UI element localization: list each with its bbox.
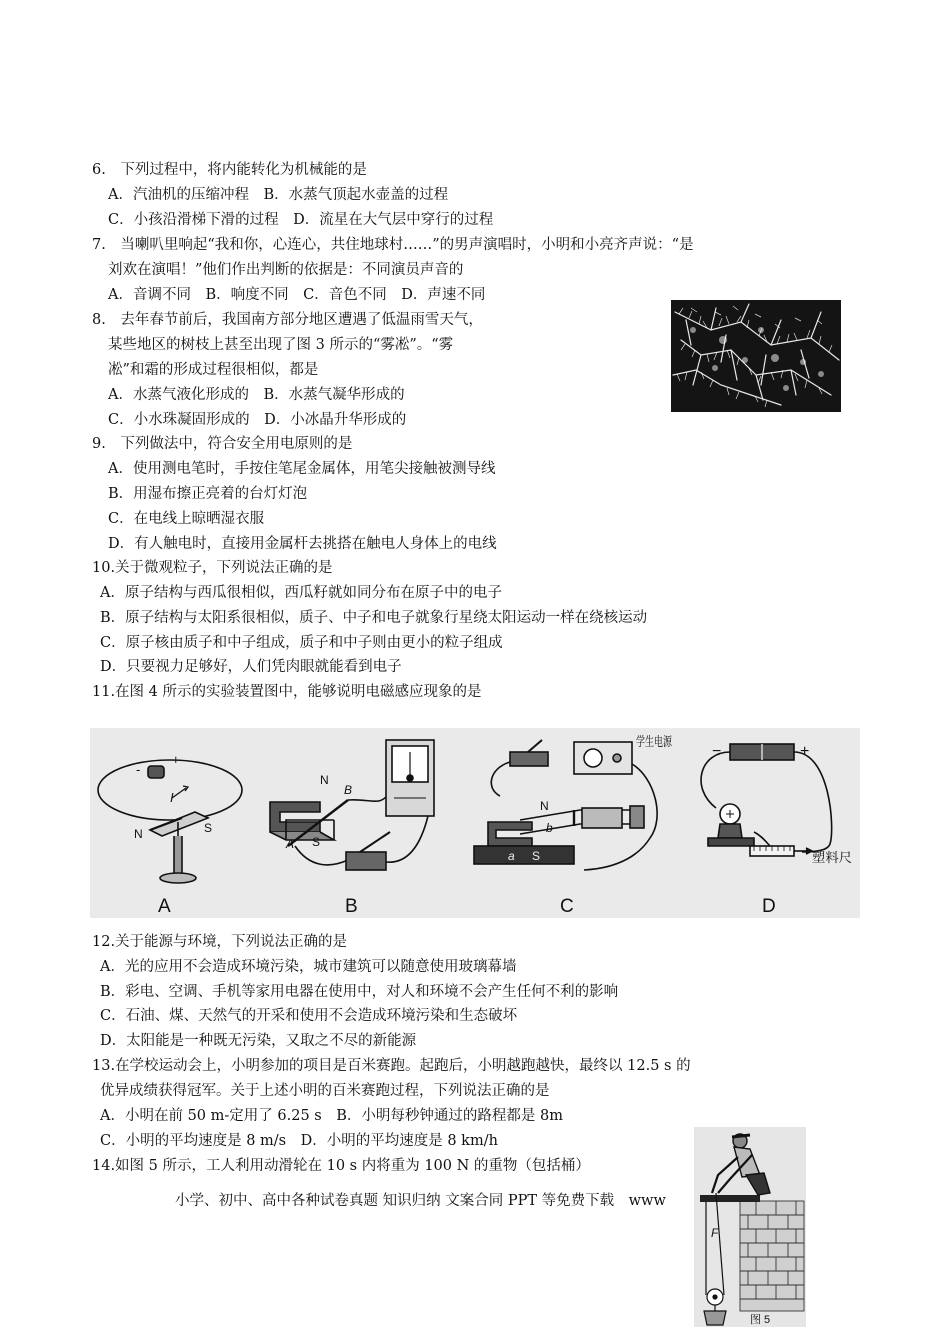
label-a-s: S	[204, 821, 213, 835]
q12-option-b: B．彩电、空调、手机等家用电器在使用中，对人和环境不会产生任何不利的影响	[100, 984, 619, 1000]
q7-stem-line2: 刘欢在演唱！”他们作出判断的依据是：不同演员声音的	[108, 262, 464, 278]
label-c-power: 学生电源	[636, 734, 673, 749]
q10-option-b: B．原子结构与太阳系很相似，质子、中子和电子就象行星绕太阳运动一样在绕核运动	[100, 610, 648, 626]
caption-d: D	[762, 896, 776, 917]
fig5-force-label: F	[711, 1226, 719, 1240]
q7-stem-line1: 7. 当喇叭里响起“我和你，心连心，共住地球村……”的男声演唱时，小明和小亮齐声说：“是	[92, 237, 694, 253]
battery-icon	[148, 766, 164, 778]
label-d-ruler: 塑料尺	[812, 850, 852, 865]
label-a-plus: +	[172, 752, 180, 767]
label-b-s: S	[312, 835, 321, 849]
label-c-a: a	[508, 849, 515, 863]
switch-icon	[510, 752, 548, 766]
q9-option-a: A．使用测电笔时，手按住笔尾金属体，用笔尖接触被测导线	[108, 461, 496, 477]
q14-stem: 14.如图 5 所示，工人利用动滑轮在 10 s 内将重为 100 N 的重物（包括桶）	[92, 1158, 590, 1174]
switch-icon	[346, 852, 386, 870]
caption-a: A	[158, 896, 171, 917]
q7-options: A．音调不同 B．响度不同 C．音色不同 D．声速不同	[108, 287, 486, 303]
q8-stem-line3: 凇”和霜的形成过程很相似，都是	[108, 362, 319, 378]
label-b-b: B	[344, 783, 353, 797]
figure-5-pulley	[694, 1127, 806, 1327]
fig5-caption: 图 5	[750, 1314, 771, 1326]
q8-stem-line2: 某些地区的树枝上甚至出现了图 3 所示的“雾凇”。“雾	[108, 337, 454, 353]
q8-options-cd: C．小水珠凝固形成的 D．小冰晶升华形成的	[108, 412, 407, 428]
q13-stem-line2: 优异成绩获得冠军。关于上述小明的百米赛跑过程，下列说法正确的是	[100, 1083, 550, 1099]
q12-option-a: A．光的应用不会造成环境污染，城市建筑可以随意使用玻璃幕墙	[100, 959, 517, 975]
label-d-plus: +	[800, 743, 810, 760]
q12-option-d: D．太阳能是一种既无污染，又取之不尽的新能源	[100, 1033, 417, 1049]
q9-option-b: B．用湿布擦正亮着的台灯灯泡	[108, 486, 308, 502]
q6-options-ab: A．汽油机的压缩冲程 B．水蒸气顶起水壶盖的过程	[108, 187, 449, 203]
q11-stem: 11.在图 4 所示的实验装置图中，能够说明电磁感应现象的是	[92, 684, 482, 700]
q8-stem-line1: 8. 去年春节前后，我国南方部分地区遭遇了低温雨雪天气，	[92, 312, 483, 328]
label-a-current: I	[170, 790, 174, 805]
figure-4-apparatus	[90, 728, 860, 918]
q9-stem: 9. 下列做法中，符合安全用电原则的是	[92, 436, 353, 452]
label-c-n: N	[540, 799, 549, 813]
caption-b: B	[345, 896, 358, 917]
q10-stem: 10.关于微观粒子，下列说法正确的是	[92, 560, 333, 576]
rime-photo	[671, 300, 841, 412]
label-b-n: N	[320, 773, 329, 787]
q8-options-ab: A．水蒸气液化形成的 B．水蒸气凝华形成的	[108, 387, 405, 403]
q6-stem: 6. 下列过程中，将内能转化为机械能的是	[92, 162, 367, 178]
label-a-n: N	[134, 827, 143, 841]
caption-c: C	[560, 896, 574, 917]
q12-option-c: C．石油、煤、天然气的开采和使用不会造成环境污染和生态破坏	[100, 1008, 518, 1024]
q9-option-d: D．有人触电时，直接用金属杆去挑搭在触电人身体上的电线	[108, 536, 497, 552]
q9-option-c: C．在电线上晾晒湿衣服	[108, 511, 265, 527]
label-a-minus: -	[136, 762, 141, 777]
page-footer: 小学、初中、高中各种试卷真题 知识归纳 文案合同 PPT 等免费下载 www	[175, 1193, 666, 1209]
q13-stem-line1: 13.在学校运动会上，小明参加的项目是百米赛跑。起跑后，小明越跑越快，最终以 12.5 s 的	[92, 1058, 691, 1074]
q10-option-c: C．原子核由质子和中子组成，质子和中子则由更小的粒子组成	[100, 635, 503, 651]
label-d-minus: −	[712, 743, 722, 760]
q12-stem: 12.关于能源与环境，下列说法正确的是	[92, 934, 348, 950]
q10-option-a: A．原子结构与西瓜很相似，西瓜籽就如同分布在原子中的电子	[100, 585, 502, 601]
q13-options-ab: A．小明在前 50 m-定用了 6.25 s B．小明每秒钟通过的路程都是 8m	[100, 1108, 563, 1124]
label-c-s: S	[532, 849, 541, 863]
label-b-a: A	[286, 837, 295, 851]
q13-options-cd: C．小明的平均速度是 8 m/s D．小明的平均速度是 8 km/h	[100, 1133, 498, 1149]
q10-option-d: D．只要视力足够好，人们凭肉眼就能看到电子	[100, 659, 402, 675]
label-c-b: b	[546, 821, 553, 835]
q6-options-cd: C．小孩沿滑梯下滑的过程 D．流星在大气层中穿行的过程	[108, 212, 494, 228]
